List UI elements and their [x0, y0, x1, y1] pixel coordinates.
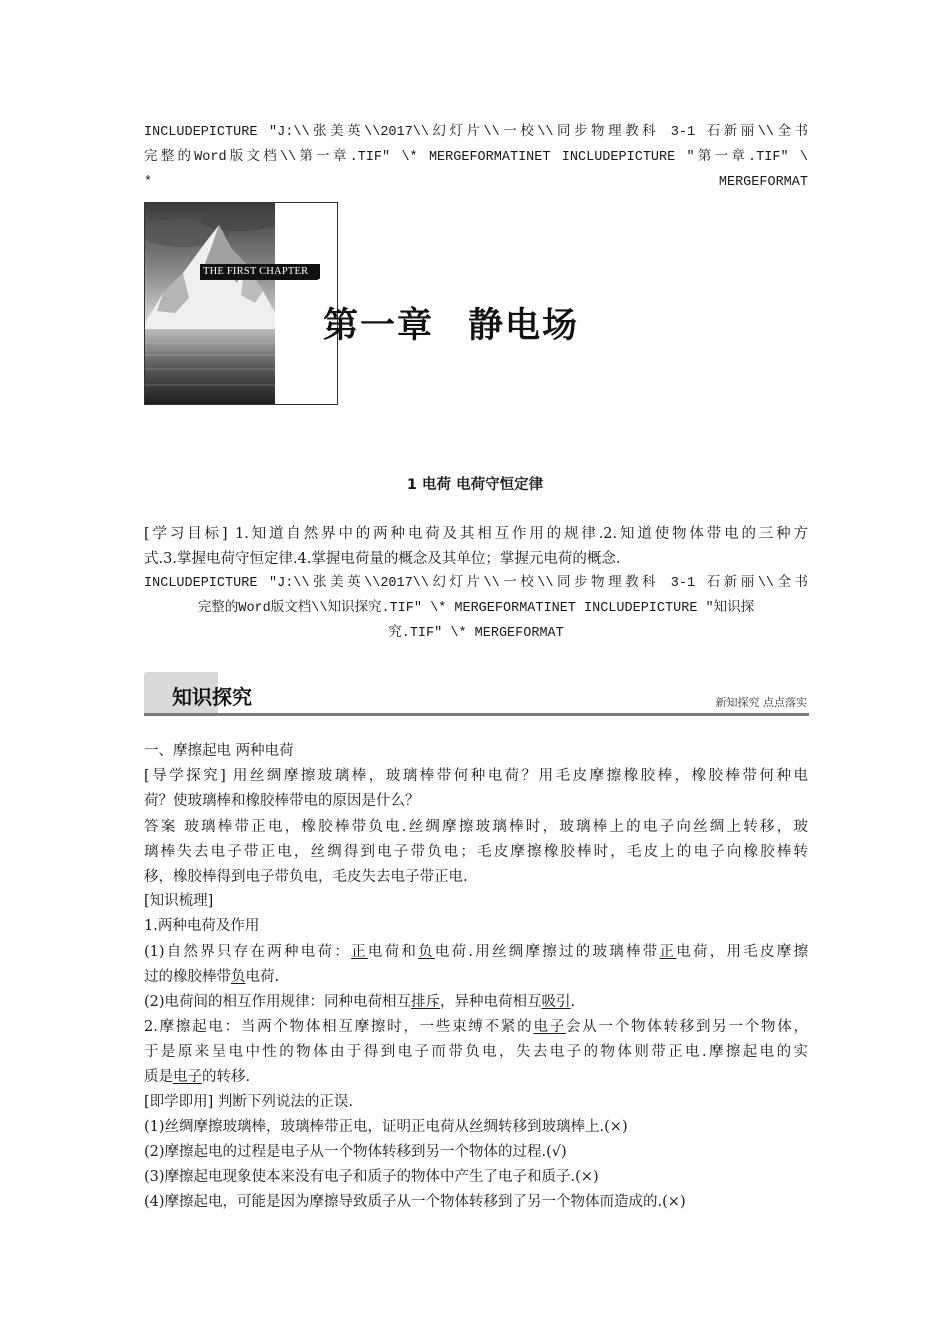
knowledge-rule [144, 713, 809, 716]
knowledge-item-text: 质是电子的转移. [144, 1069, 251, 1085]
chapter-number: 第一章 [323, 306, 435, 346]
content-heading: 一、摩擦起电 两种电荷 [144, 743, 294, 759]
knowledge-item-text: 于是原来呈电中性的物体由于得到电子而带负电，失去电子的物体则带正电.摩擦起电的实 [144, 1044, 808, 1060]
knowledge-item-text: 2.摩擦起电：当两个物体相互摩擦时，一些束缚不紧的电子会从一个物体转移到另一个物体， [144, 1019, 809, 1035]
field-code-line: 完整的Word版文档\\第一章.TIF" \* MERGEFORMATINET INCLUDEPICTURE "第一章.TIF" \ [144, 150, 808, 165]
chapter-banner-image [144, 202, 338, 405]
practice-item: (1)丝绸摩擦玻璃棒，玻璃棒带正电，证明正电荷从丝绸转移到玻璃棒上.(×) [144, 1119, 628, 1135]
practice-label: [即学即用] 判断下列说法的正误. [144, 1094, 354, 1110]
field-code-line: 究.TIF" \* MERGEFORMAT [388, 626, 564, 641]
knowledge-item-text: 过的橡胶棒带负电荷. [144, 969, 280, 985]
knowledge-item-text: (2)电荷间的相互作用规律：同种电荷相互排斥，异种电荷相互吸引. [144, 994, 576, 1010]
guide-question: 荷？使玻璃棒和橡胶棒带电的原因是什么？ [144, 793, 420, 809]
knowledge-item-text: (1)自然界只存在两种电荷：正电荷和负电荷.用丝绸摩擦过的玻璃棒带正电荷，用毛皮摩擦 [144, 944, 809, 960]
section-title: 1 电荷 电荷守恒定律 [406, 477, 544, 493]
chapter-title [323, 298, 579, 348]
field-code-line: MERGEFORMAT [718, 175, 808, 190]
knowledge-subtitle: 新知探究 点点落实 [715, 696, 807, 709]
field-code-line: INCLUDEPICTURE "J:\\张美英\\2017\\幻灯片\\一校\\同步物理教科 3-1 石新丽\\全书 [144, 125, 808, 140]
practice-item: (3)摩擦起电现象使本来没有电子和质子的物体中产生了电子和质子.(×) [144, 1169, 599, 1185]
chapter-name: 静电场 [468, 306, 580, 346]
objectives-line: 式.3.掌握电荷守恒定律.4.掌握电荷量的概念及其单位；掌握元电荷的概念. [144, 551, 621, 567]
practice-item: (4)摩擦起电，可能是因为摩擦导致质子从一个物体转移到了另一个物体而造成的.(×) [144, 1194, 686, 1210]
knowledge-item-title: 1.两种电荷及作用 [144, 918, 260, 934]
field-code-line: 完整的Word版文档\\知识探究.TIF" \* MERGEFORMATINET INCLUDEPICTURE "知识探 [197, 601, 755, 616]
answer-text: 答案 玻璃棒带正电，橡胶棒带负电.丝绸摩擦玻璃棒时，玻璃棒上的电子向丝绸上转移，玻 [144, 819, 808, 835]
guide-question: [导学探究] 用丝绸摩擦玻璃棒，玻璃棒带何种电荷？用毛皮摩擦橡胶棒，橡胶棒带何种电 [144, 768, 808, 784]
knowledge-section-header [144, 672, 809, 716]
chapter-divider [200, 279, 318, 280]
answer-text: 璃棒失去电子带正电，丝绸得到电子带负电；毛皮摩擦橡胶棒时，毛皮上的电子向橡胶棒转 [144, 844, 808, 860]
chapter-overlay-label: THE FIRST CHAPTER [200, 264, 320, 279]
knowledge-title: 知识探究 [172, 685, 252, 709]
objectives-line: [学习目标] 1.知道自然界中的两种电荷及其相互作用的规律.2.知道使物体带电的三种方 [144, 526, 808, 542]
practice-item: (2)摩擦起电的过程是电子从一个物体转移到另一个物体的过程.(√) [144, 1144, 567, 1160]
field-code-line: * [144, 175, 153, 190]
review-label: [知识梳理] [144, 893, 214, 909]
answer-text: 移，橡胶棒得到电子带负电，毛皮失去电子带正电. [144, 869, 468, 885]
field-code-line: INCLUDEPICTURE "J:\\张美英\\2017\\幻灯片\\一校\\同步物理教科 3-1 石新丽\\全书 [144, 576, 808, 591]
